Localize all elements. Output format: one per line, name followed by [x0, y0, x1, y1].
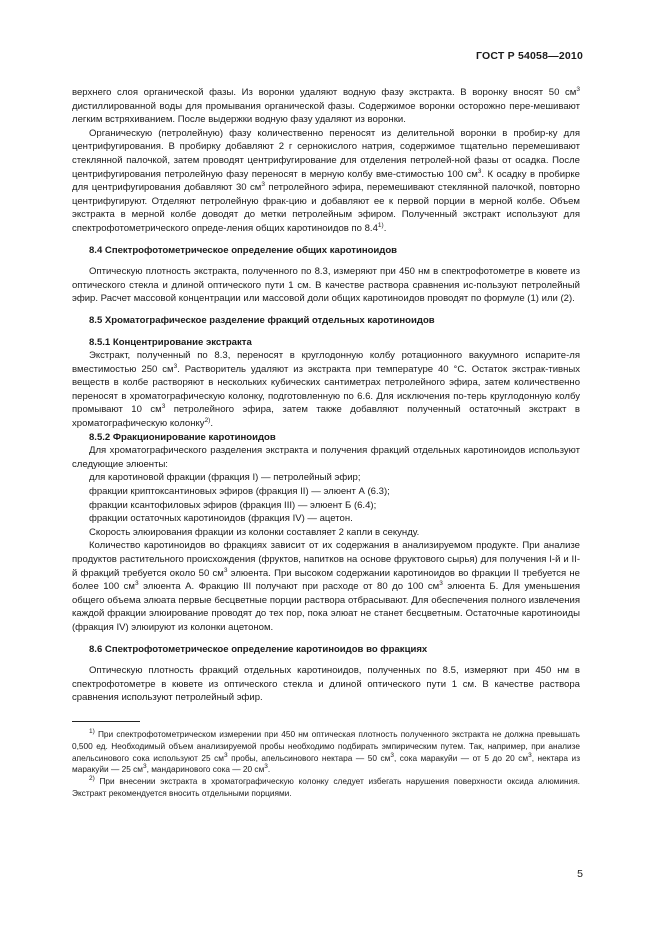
- section-8-4-heading: 8.4 Спектрофотометрическое определение общих каротиноидов: [89, 244, 398, 256]
- paragraph-3: Оптическую плотность экстракта, полученного по 8.3, измеряют при 450 нм в спектрофотометре в кювете из оптического стекла и длиной оптического пути 1 см. В качестве раствора сравнения ис-пользуют петролейный эфир. Расчет массовой концентрации или массовой доли общих каротиноидов проводят по формуле (1) или (2).: [72, 266, 580, 305]
- section-8-5-heading: 8.5 Хроматографическое разделение фракций отдельных каротиноидов: [89, 314, 435, 326]
- list-item: фракции криптоксантиновых эфиров (фракция II) — элюент А (6.3);: [89, 486, 390, 498]
- list-item: для каротиновой фракции (фракция I) — петролейный эфир;: [89, 472, 361, 484]
- paragraph-4: Экстракт, полученный по 8.3, переносят в круглодонную колбу ротационного вакуумного испарите-ля вместимостью 250 $см^3$. Растворитель удаляют из экстракта при температуре 40 °С. Остаток экстрак-тивных веществ в колбе растворяют в нескольких кубических сантиметрах петролейного эфира, затем количественно переносят в хроматографическую колонку, подготовленную по 6.6. Для исключения по-терь круглодонную колбу промывают 10 $см^3$ петролейного эфира, затем также добавляют полученный остаточный экстракт в хроматографическую колонку$^{2)}$.: [72, 350, 581, 430]
- paragraph-7: Количество каротиноидов во фракциях зависит от их содержания в анализируемом продукте. При анализе продуктов растительного происхождения (фруктов, напитков на основе фруктового сырья) для получения I-й и II-й фракций требуется около 50 $см^3$ элюента. При высоком содержании каротиноидов во фракции II требуется не более 100 $см^3$ элюента А. Фракцию III получают при расходе от 80 до 100 $см^3$ элюента Б. Для уменьшения общего объема элюата первые бесцветные порции раствора отбрасывают. Для обеспечения полного извлечения каждой фракции элюирование проводят до тех пор, пока элюат не станет бесцветным. Остаточные каротиноиды (фракция IV) элюируют из колонки ацетоном.: [72, 540, 581, 633]
- section-8-5-1-heading: 8.5.1 Концентрирование экстракта: [89, 336, 252, 348]
- standard-header: ГОСТ Р 54058—2010: [475, 50, 583, 62]
- section-8-6-heading: 8.6 Спектрофотометрическое определение каротиноидов во фракциях: [89, 643, 428, 655]
- footnote-2: $^{2)}$ При внесении экстракта в хроматографическую колонку следует избегать нарушения поверхности оксида алюминия. Экстракт рекомендуется вносить отдельными порциями.: [72, 775, 580, 798]
- paragraph-1: верхнего слоя органической фазы. Из воронки удаляют водную фазу экстракта. В воронку вносят 50 $см^3$ дистиллированной воды для промывания органической фазы. Содержимое воронки осторожно пере-мешивают легким встряхиванием. После выдержки водную фазу удаляют из воронки.: [72, 86, 580, 126]
- paragraph-5: Для хроматографического разделения экстракта и получения фракций отдельных каротиноидов используют следующие элюенты:: [72, 445, 580, 470]
- paragraph-6: Скорость элюирования фракции из колонки составляет 2 капли в секунду.: [89, 526, 420, 538]
- list-item: фракции ксантофиловых эфиров (фракция III) — элюент Б (6.4);: [89, 499, 377, 511]
- list-item: фракции остаточных каротиноидов (фракция IV) — ацетон.: [89, 513, 353, 525]
- section-8-5-2-heading: 8.5.2 Фракционирование каротиноидов: [89, 431, 276, 443]
- footnote-divider: [72, 721, 140, 722]
- footnote-1: $^{1)}$ При спектрофотометрическом измерении при 450 нм оптическая плотность полученного экстракта не должна превышать 0,500 ед. Необходимый объем анализируемой пробы необходимо подбирать эмпирическим путем. Так, например, при анализе апельсинового сока используют 25 $см^3$ пробы, апельсинового нектара — 50 $см^3$, сока маракуйи — от 5 до 20 $см^3$, нектара из маракуйи — 25 $см^3$, мандаринового сока — 20 $см^3$.: [72, 727, 580, 775]
- page-number: 5: [577, 868, 583, 880]
- paragraph-2: Органическую (петролейную) фазу количественно переносят из делительной воронки в пробир-ку для центрифугирования. В пробирку добавляют 2 г сернокислого натрия, содержимое тщательно перемешивают стеклянной палочкой, затем проводят центрифугирование для отделения петролей-ной фазы от осадка. После центрифугирования петролейную фазу переносят в мерную колбу вме-стимостью 100 $см^3$. К осадку в пробирке для центрифугирования добавляют 30 $см^3$ петролейного эфира, перемешивают стеклянной палочкой, повторно центрифугируют. Отделяют петролейную фрак-цию и добавляют ее к первой порции в мерной колбе. Объем экстракта в мерной колбе доводят до метки петролейным эфиром. Полученный экстракт используют для спектрофотометрического опреде-ления общих каротиноидов по 8.4$^{1)}$.: [72, 127, 580, 234]
- document-body: [72, 86, 580, 800]
- paragraph-8: Оптическую плотность фракций отдельных каротиноидов, полученных по 8.5, измеряют при 450 нм в спектрофотометре в кювете из оптического стекла и длиной оптического пути 1 см. В качестве раствора сравнения используют петролейный эфир.: [72, 665, 580, 704]
